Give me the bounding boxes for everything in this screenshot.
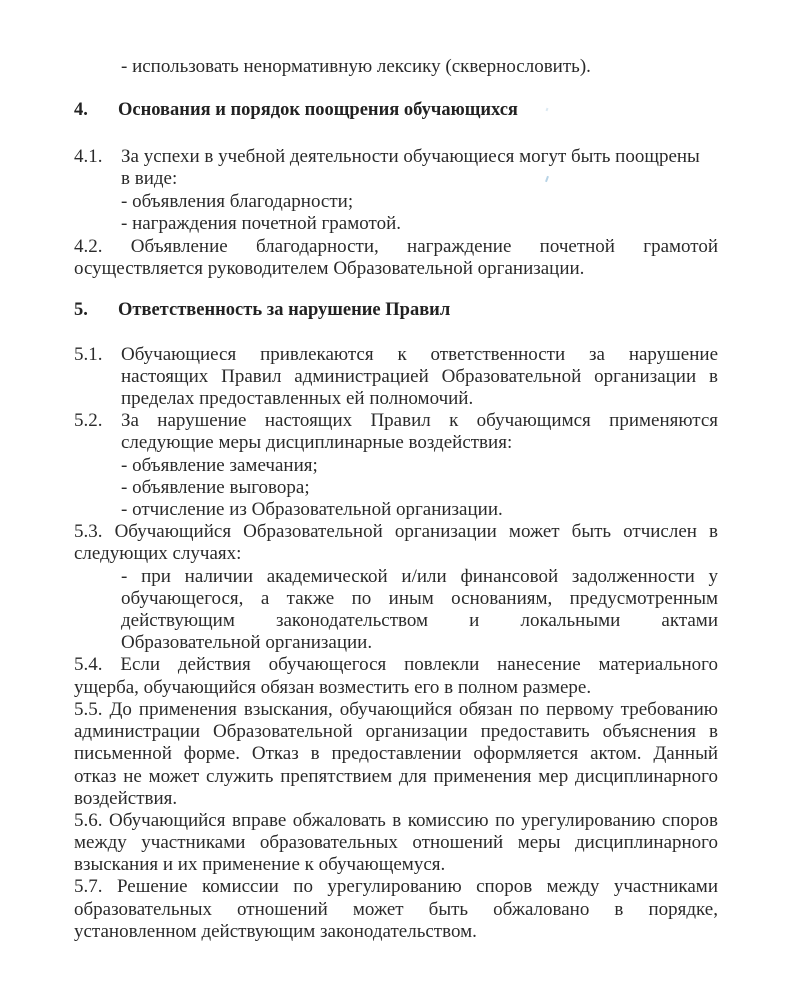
paragraph-line: За успехи в учебной деятельности обучающиеся могут быть поощрены xyxy=(121,146,700,167)
section-4-title: Основания и порядок поощрения обучающихся xyxy=(118,100,518,120)
paragraph-line: образовательных отношений может быть обжаловано в порядке, xyxy=(74,899,718,920)
paragraph-line: письменной форме. Отказ в предоставлении оформляется актом. Данный xyxy=(74,743,718,764)
paragraph-line: отказ не может служить препятствием для применения мер дисциплинарного xyxy=(74,766,718,787)
paragraph-line: Образовательной организации. xyxy=(121,632,373,653)
paragraph-line: администрации Образовательной организации предоставить объяснения в xyxy=(74,721,718,742)
paragraph-line: настоящих Правил администрацией Образовательной организации в xyxy=(121,366,718,387)
section-5-number: 5. xyxy=(74,300,88,320)
paragraph-number: 5.1. xyxy=(74,344,103,365)
paragraph-line: 5.5. До применения взыскания, обучающийся обязан по первому требованию xyxy=(74,699,718,720)
paragraph-line: действующим законодательством и локальными актами xyxy=(121,610,718,631)
paragraph-line: между участниками образовательных отношений меры дисциплинарного xyxy=(74,832,718,853)
list-item: - при наличии академической и/или финансовой задолженности у xyxy=(121,566,718,587)
list-item: - объявление выговора; xyxy=(121,477,310,498)
paragraph-number: 5.2. xyxy=(74,410,103,431)
paragraph-line: ущерба, обучающийся обязан возместить его в полном размере. xyxy=(74,677,592,698)
section-5-title: Ответственность за нарушение Правил xyxy=(118,300,451,320)
paragraph-line: Обучающиеся привлекаются к ответственности за нарушение xyxy=(121,344,718,365)
paragraph-line: 5.6. Обучающийся вправе обжаловать в комиссию по урегулированию споров xyxy=(74,810,718,831)
paragraph-line: установленном действующим законодательством. xyxy=(74,921,477,942)
list-item: - отчисление из Образовательной организации. xyxy=(121,499,503,520)
paragraph-line: 5.3. Обучающийся Образовательной организации может быть отчислен в xyxy=(74,521,718,542)
paragraph-line: в виде: xyxy=(121,168,178,189)
paragraph-line: следующие меры дисциплинарные воздействия: xyxy=(121,432,513,453)
list-item: - награждения почетной грамотой. xyxy=(121,213,401,234)
paragraph-line: пределах предоставленных ей полномочий. xyxy=(121,388,474,409)
paragraph-line: взыскания и их применение к обучающемуся. xyxy=(74,854,446,875)
paragraph-line: осуществляется руководителем Образовательной организации. xyxy=(74,258,585,279)
paragraph-line: следующих случаях: xyxy=(74,543,242,564)
paragraph-line: 4.2. Объявление благодарности, награждение почетной грамотой xyxy=(74,236,718,257)
list-item: - объявления благодарности; xyxy=(121,191,354,212)
paragraph-line: воздействия. xyxy=(74,788,178,809)
list-item: - объявление замечания; xyxy=(121,455,318,476)
scan-speck xyxy=(546,108,549,112)
list-item: - использовать ненормативную лексику (сквернословить). xyxy=(121,56,591,77)
paragraph-line: За нарушение настоящих Правил к обучающимся применяются xyxy=(121,410,718,431)
section-4-number: 4. xyxy=(74,100,88,120)
paragraph-line: 5.7. Решение комиссии по урегулированию споров между участниками xyxy=(74,876,718,897)
paragraph-line: обучающегося, а также по иным основаниям, предусмотренным xyxy=(121,588,718,609)
paragraph-line: 5.4. Если действия обучающегося повлекли нанесение материального xyxy=(74,654,718,675)
paragraph-number: 4.1. xyxy=(74,146,103,167)
scan-speck xyxy=(545,176,549,182)
